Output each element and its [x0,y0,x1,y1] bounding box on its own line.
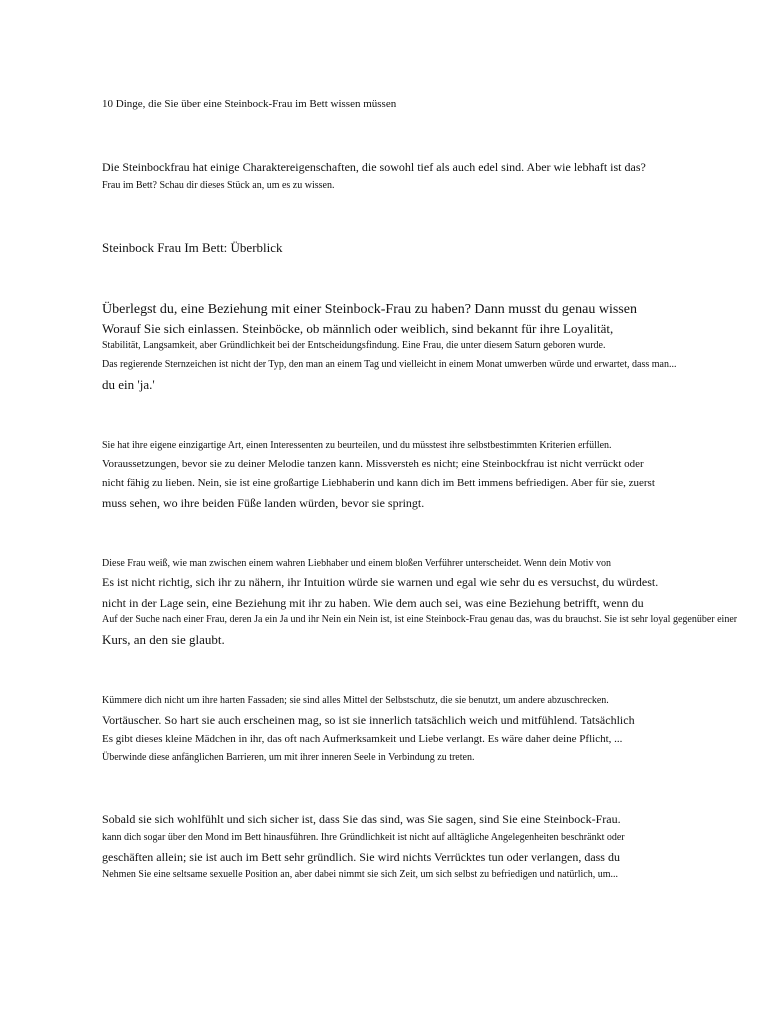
paragraph-2-line-1: Sie hat ihre eigene einzigartige Art, einen Interessenten zu beurteilen, und du müsstest ihre selbstbestimmten Kriterien erfüllen. [102,440,612,451]
paragraph-1-line-2: Worauf Sie sich einlassen. Steinböcke, ob männlich oder weiblich, sind bekannt für ihre Loyalität, [102,321,614,336]
paragraph-1-line-1: Überlegst du, eine Beziehung mit einer Steinbock-Frau zu haben? Dann musst du genau wissen [102,302,637,317]
paragraph-3-line-4: Auf der Suche nach einer Frau, deren Ja ein Ja und ihr Nein ein Nein ist, ist eine Steinbock-Frau genau das, was du brauchst. Sie ist sehr loyal gegenüber einer [102,614,738,625]
paragraph-3-line-2: Es ist nicht richtig, sich ihr zu nähern, ihr Intuition würde sie warnen und egal wie sehr du es versuchst, du würdest. [102,575,659,589]
intro-line-1: Die Steinbockfrau hat einige Charaktereigenschaften, die sowohl tief als auch edel sind. Aber wie lebhaft ist das? [102,160,646,174]
paragraph-5-line-3: geschäften allein; sie ist auch im Bett sehr gründlich. Sie wird nichts Verrücktes tun oder verlangen, dass du [102,850,620,864]
paragraph-4-line-3: Es gibt dieses kleine Mädchen in ihr, das oft nach Aufmerksamkeit und Liebe verlangt. Es wäre daher deine Pflicht, ... [102,733,623,745]
intro-line-2: Frau im Bett? Schau dir dieses Stück an, um es zu wissen. [102,180,335,191]
paragraph-4-line-2: Vortäuscher. So hart sie auch erscheinen mag, so ist sie innerlich tatsächlich weich und mitfühlend. Tatsächlich [102,713,635,727]
paragraph-1-line-3: Stabilität, Langsamkeit, aber Gründlichkeit bei der Entscheidungsfindung. Eine Frau, die unter diesem Saturn geboren wurde. [102,340,606,351]
paragraph-3-line-3: nicht in der Lage sein, eine Beziehung mit ihr zu haben. Wie dem auch sei, was eine Beziehung betrifft, wenn du [102,596,644,610]
paragraph-4-line-1: Kümmere dich nicht um ihre harten Fassaden; sie sind alles Mittel der Selbstschutz, die sie benutzt, um andere abzuschrecken. [102,695,609,706]
paragraph-3-line-5: Kurs, an den sie glaubt. [102,632,225,647]
section-heading: Steinbock Frau Im Bett: Überblick [102,240,283,255]
paragraph-2-line-4: muss sehen, wo ihre beiden Füße landen würden, bevor sie springt. [102,496,425,510]
paragraph-2-line-3: nicht fähig zu lieben. Nein, sie ist eine großartige Liebhaberin und kann dich im Bett immens befriedigen. Aber für sie, zuerst [102,477,655,489]
paragraph-1-line-5: du ein 'ja.' [102,377,155,392]
paragraph-1-line-4: Das regierende Sternzeichen ist nicht der Typ, den man an einem Tag und vielleicht in einem Monat umwerben würde und erwartet, dass man... [102,359,677,370]
paragraph-5-line-4: Nehmen Sie eine seltsame sexuelle Position an, aber dabei nimmt sie sich Zeit, um sich selbst zu befriedigen und natürlich, um... [102,869,618,880]
paragraph-3-line-1: Diese Frau weiß, wie man zwischen einem wahren Liebhaber und einem bloßen Verführer unterscheidet. Wenn dein Motiv von [102,558,611,569]
paragraph-5-line-1: Sobald sie sich wohlfühlt und sich sicher ist, dass Sie das sind, was Sie sagen, sind Sie eine Steinbock-Frau. [102,812,621,826]
paragraph-2-line-2: Voraussetzungen, bevor sie zu deiner Melodie tanzen kann. Missversteh es nicht; eine Steinbockfrau ist nicht verrückt oder [102,458,644,470]
document-title: 10 Dinge, die Sie über eine Steinbock-Frau im Bett wissen müssen [102,98,397,110]
paragraph-4-line-4: Überwinde diese anfänglichen Barrieren, um mit ihrer inneren Seele in Verbindung zu treten. [102,752,475,763]
paragraph-5-line-2: kann dich sogar über den Mond im Bett hinausführen. Ihre Gründlichkeit ist nicht auf alltägliche Angelegenheiten beschränkt oder [102,832,625,843]
